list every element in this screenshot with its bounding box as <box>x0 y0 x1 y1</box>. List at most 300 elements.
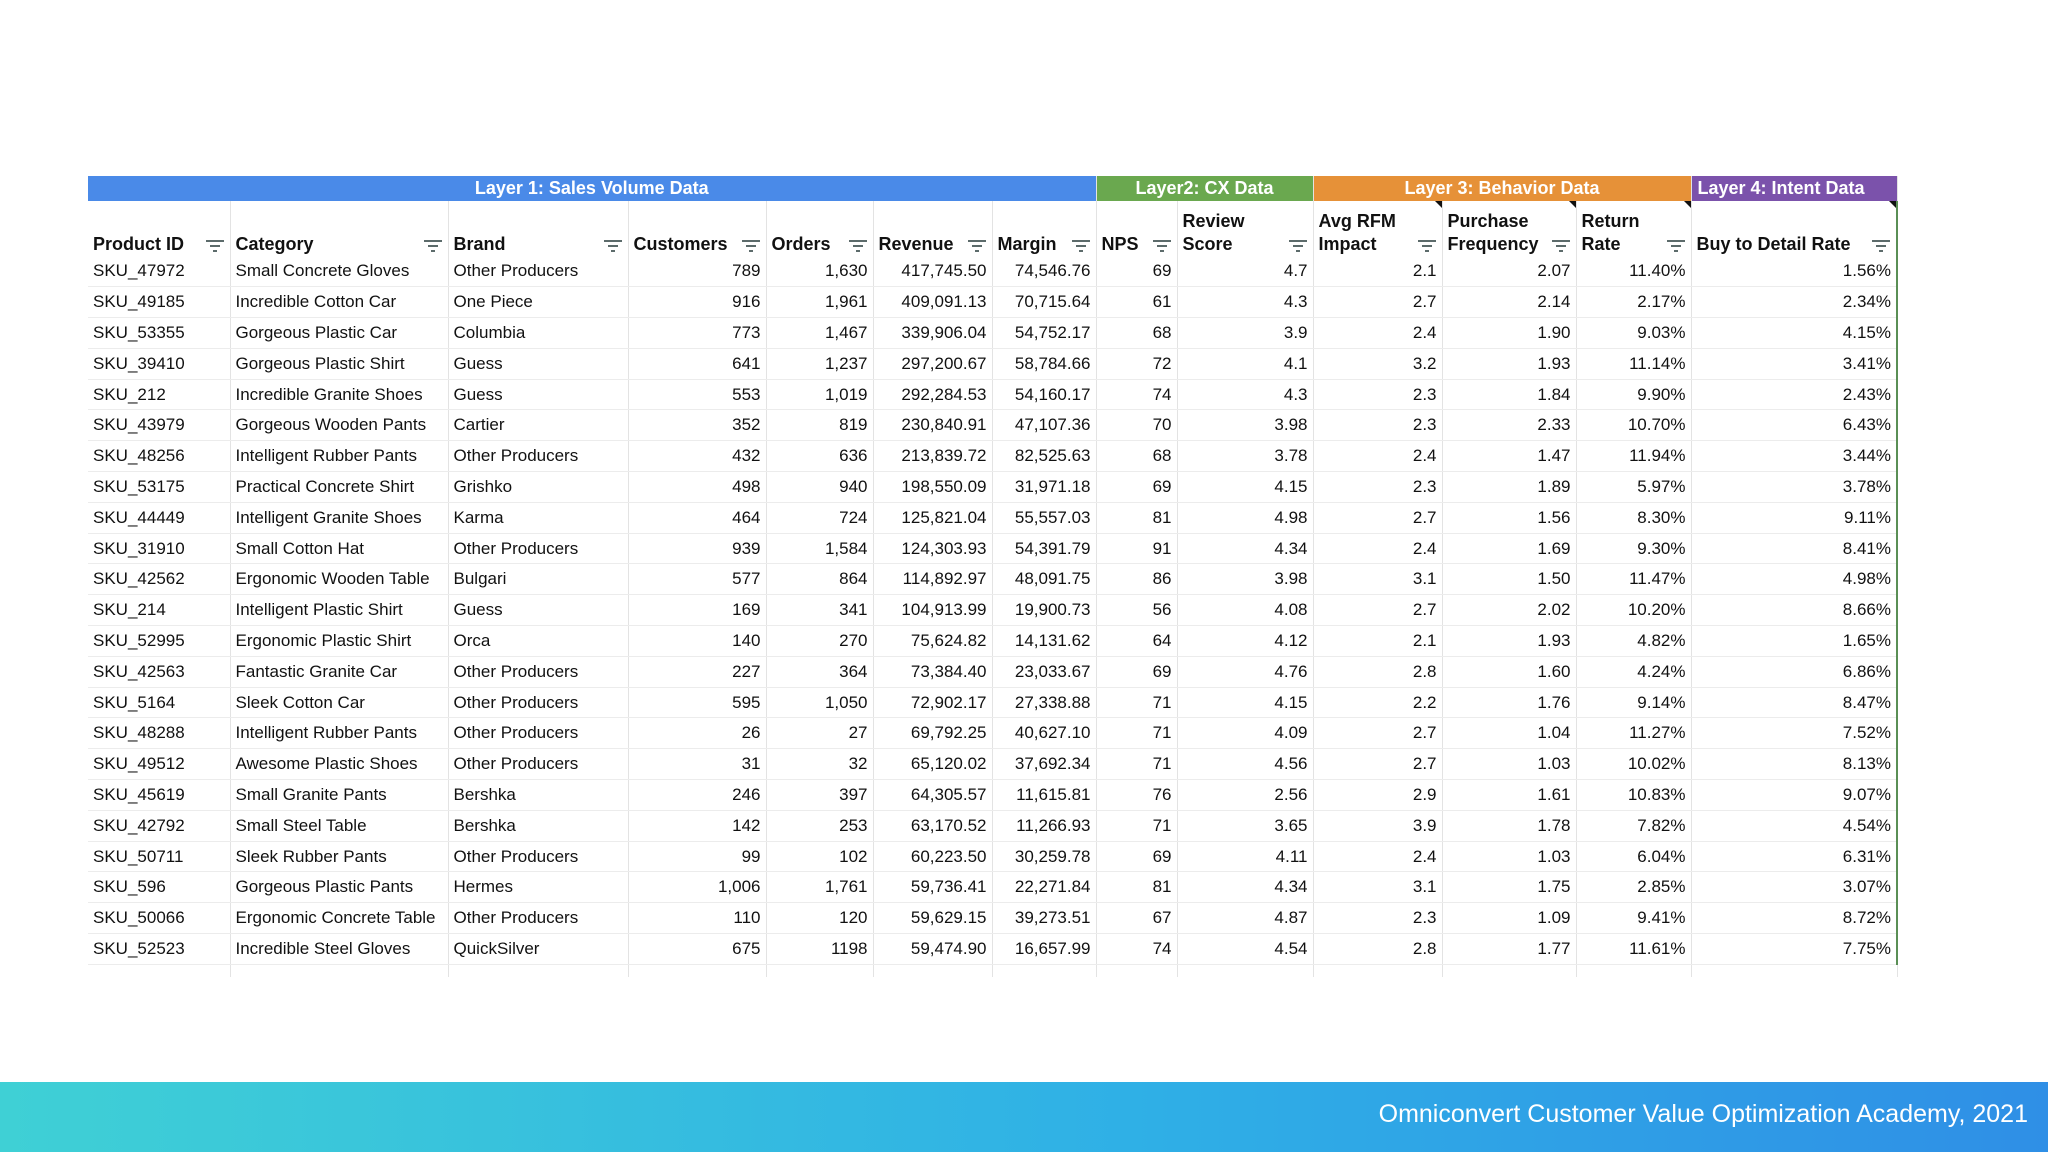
cell-nps[interactable]: 69 <box>1096 256 1177 287</box>
cell-purchase-frequency[interactable]: 1.75 <box>1442 872 1576 903</box>
cell-purchase-frequency[interactable]: 1.93 <box>1442 626 1576 657</box>
cell-product-id[interactable]: SKU_52995 <box>88 626 230 657</box>
empty-cell[interactable] <box>873 964 992 977</box>
cell-avg-rfm-impact[interactable]: 2.3 <box>1313 903 1442 934</box>
empty-cell[interactable] <box>1096 964 1177 977</box>
cell-avg-rfm-impact[interactable]: 2.8 <box>1313 656 1442 687</box>
cell-category[interactable]: Ergonomic Wooden Table <box>230 564 448 595</box>
cell-return-rate[interactable]: 10.70% <box>1576 410 1691 441</box>
cell-nps[interactable]: 71 <box>1096 718 1177 749</box>
cell-customers[interactable]: 939 <box>628 533 766 564</box>
cell-margin[interactable]: 16,657.99 <box>992 934 1096 965</box>
cell-avg-rfm-impact[interactable]: 2.4 <box>1313 441 1442 472</box>
cell-return-rate[interactable]: 4.82% <box>1576 626 1691 657</box>
cell-nps[interactable]: 71 <box>1096 810 1177 841</box>
cell-return-rate[interactable]: 10.20% <box>1576 595 1691 626</box>
cell-review-score[interactable]: 4.1 <box>1177 348 1313 379</box>
cell-customers[interactable]: 464 <box>628 502 766 533</box>
cell-return-rate[interactable]: 5.97% <box>1576 472 1691 503</box>
cell-brand[interactable]: Bulgari <box>448 564 628 595</box>
cell-margin[interactable]: 11,266.93 <box>992 810 1096 841</box>
column-header-nps[interactable] <box>1096 201 1177 256</box>
cell-purchase-frequency[interactable]: 1.89 <box>1442 472 1576 503</box>
cell-category[interactable]: Small Steel Table <box>230 810 448 841</box>
cell-category[interactable]: Gorgeous Wooden Pants <box>230 410 448 441</box>
cell-category[interactable]: Intelligent Rubber Pants <box>230 718 448 749</box>
cell-purchase-frequency[interactable]: 1.04 <box>1442 718 1576 749</box>
cell-product-id[interactable]: SKU_5164 <box>88 687 230 718</box>
cell-product-id[interactable]: SKU_42562 <box>88 564 230 595</box>
column-header-return-rate[interactable] <box>1576 201 1691 256</box>
cell-orders[interactable]: 1,630 <box>766 256 873 287</box>
cell-margin[interactable]: 54,752.17 <box>992 318 1096 349</box>
cell-revenue[interactable]: 417,745.50 <box>873 256 992 287</box>
filter-icon[interactable] <box>1153 236 1171 250</box>
cell-nps[interactable]: 67 <box>1096 903 1177 934</box>
cell-nps[interactable]: 86 <box>1096 564 1177 595</box>
empty-cell[interactable] <box>448 964 628 977</box>
cell-customers[interactable]: 641 <box>628 348 766 379</box>
cell-brand[interactable]: Guess <box>448 379 628 410</box>
cell-return-rate[interactable]: 11.40% <box>1576 256 1691 287</box>
filter-icon[interactable] <box>1289 236 1307 250</box>
cell-avg-rfm-impact[interactable]: 3.1 <box>1313 872 1442 903</box>
cell-review-score[interactable]: 4.3 <box>1177 287 1313 318</box>
cell-buy-to-detail-rate[interactable]: 3.41% <box>1691 348 1897 379</box>
cell-avg-rfm-impact[interactable]: 2.3 <box>1313 379 1442 410</box>
cell-orders[interactable]: 1,019 <box>766 379 873 410</box>
cell-product-id[interactable]: SKU_42563 <box>88 656 230 687</box>
cell-buy-to-detail-rate[interactable]: 7.75% <box>1691 934 1897 965</box>
cell-category[interactable]: Small Concrete Gloves <box>230 256 448 287</box>
cell-purchase-frequency[interactable]: 1.47 <box>1442 441 1576 472</box>
cell-purchase-frequency[interactable]: 1.61 <box>1442 780 1576 811</box>
cell-buy-to-detail-rate[interactable]: 3.78% <box>1691 472 1897 503</box>
cell-revenue[interactable]: 297,200.67 <box>873 348 992 379</box>
cell-customers[interactable]: 432 <box>628 441 766 472</box>
cell-product-id[interactable]: SKU_43979 <box>88 410 230 441</box>
cell-review-score[interactable]: 3.9 <box>1177 318 1313 349</box>
cell-return-rate[interactable]: 11.61% <box>1576 934 1691 965</box>
cell-buy-to-detail-rate[interactable]: 7.52% <box>1691 718 1897 749</box>
cell-brand[interactable]: QuickSilver <box>448 934 628 965</box>
cell-avg-rfm-impact[interactable]: 2.7 <box>1313 287 1442 318</box>
cell-revenue[interactable]: 213,839.72 <box>873 441 992 472</box>
cell-review-score[interactable]: 3.98 <box>1177 410 1313 441</box>
cell-nps[interactable]: 68 <box>1096 318 1177 349</box>
cell-avg-rfm-impact[interactable]: 3.2 <box>1313 348 1442 379</box>
cell-brand[interactable]: Bershka <box>448 780 628 811</box>
cell-buy-to-detail-rate[interactable]: 3.07% <box>1691 872 1897 903</box>
cell-buy-to-detail-rate[interactable]: 9.07% <box>1691 780 1897 811</box>
cell-purchase-frequency[interactable]: 2.02 <box>1442 595 1576 626</box>
cell-nps[interactable]: 81 <box>1096 872 1177 903</box>
filter-icon[interactable] <box>1872 236 1890 250</box>
cell-customers[interactable]: 916 <box>628 287 766 318</box>
cell-return-rate[interactable]: 7.82% <box>1576 810 1691 841</box>
cell-review-score[interactable]: 4.34 <box>1177 533 1313 564</box>
cell-product-id[interactable]: SKU_45619 <box>88 780 230 811</box>
cell-review-score[interactable]: 4.3 <box>1177 379 1313 410</box>
empty-cell[interactable] <box>1442 964 1576 977</box>
column-header-revenue[interactable] <box>873 201 992 256</box>
cell-product-id[interactable]: SKU_47972 <box>88 256 230 287</box>
cell-avg-rfm-impact[interactable]: 2.4 <box>1313 533 1442 564</box>
cell-nps[interactable]: 76 <box>1096 780 1177 811</box>
cell-orders[interactable]: 364 <box>766 656 873 687</box>
cell-revenue[interactable]: 124,303.93 <box>873 533 992 564</box>
cell-avg-rfm-impact[interactable]: 2.7 <box>1313 595 1442 626</box>
cell-brand[interactable]: Other Producers <box>448 533 628 564</box>
cell-customers[interactable]: 498 <box>628 472 766 503</box>
cell-category[interactable]: Awesome Plastic Shoes <box>230 749 448 780</box>
cell-buy-to-detail-rate[interactable]: 6.43% <box>1691 410 1897 441</box>
cell-buy-to-detail-rate[interactable]: 4.54% <box>1691 810 1897 841</box>
cell-return-rate[interactable]: 11.14% <box>1576 348 1691 379</box>
cell-margin[interactable]: 19,900.73 <box>992 595 1096 626</box>
column-header-orders[interactable] <box>766 201 873 256</box>
cell-revenue[interactable]: 64,305.57 <box>873 780 992 811</box>
cell-nps[interactable]: 69 <box>1096 656 1177 687</box>
cell-review-score[interactable]: 3.65 <box>1177 810 1313 841</box>
column-header-product-id[interactable] <box>88 201 230 256</box>
cell-customers[interactable]: 789 <box>628 256 766 287</box>
cell-customers[interactable]: 110 <box>628 903 766 934</box>
cell-brand[interactable]: Grishko <box>448 472 628 503</box>
cell-category[interactable]: Incredible Cotton Car <box>230 287 448 318</box>
cell-return-rate[interactable]: 9.30% <box>1576 533 1691 564</box>
column-header-brand[interactable] <box>448 201 628 256</box>
cell-orders[interactable]: 253 <box>766 810 873 841</box>
cell-orders[interactable]: 1,584 <box>766 533 873 564</box>
cell-revenue[interactable]: 125,821.04 <box>873 502 992 533</box>
empty-cell[interactable] <box>1691 964 1897 977</box>
cell-avg-rfm-impact[interactable]: 3.1 <box>1313 564 1442 595</box>
cell-product-id[interactable]: SKU_42792 <box>88 810 230 841</box>
cell-return-rate[interactable]: 10.83% <box>1576 780 1691 811</box>
cell-purchase-frequency[interactable]: 1.76 <box>1442 687 1576 718</box>
cell-revenue[interactable]: 409,091.13 <box>873 287 992 318</box>
cell-buy-to-detail-rate[interactable]: 4.15% <box>1691 318 1897 349</box>
cell-buy-to-detail-rate[interactable]: 1.65% <box>1691 626 1897 657</box>
cell-category[interactable]: Small Granite Pants <box>230 780 448 811</box>
cell-orders[interactable]: 120 <box>766 903 873 934</box>
cell-review-score[interactable]: 4.98 <box>1177 502 1313 533</box>
cell-margin[interactable]: 31,971.18 <box>992 472 1096 503</box>
cell-category[interactable]: Intelligent Plastic Shirt <box>230 595 448 626</box>
cell-avg-rfm-impact[interactable]: 2.2 <box>1313 687 1442 718</box>
cell-revenue[interactable]: 104,913.99 <box>873 595 992 626</box>
cell-revenue[interactable]: 69,792.25 <box>873 718 992 749</box>
cell-avg-rfm-impact[interactable]: 2.8 <box>1313 934 1442 965</box>
cell-brand[interactable]: Other Producers <box>448 841 628 872</box>
column-header-margin[interactable] <box>992 201 1096 256</box>
cell-buy-to-detail-rate[interactable]: 8.41% <box>1691 533 1897 564</box>
cell-brand[interactable]: Guess <box>448 348 628 379</box>
note-indicator[interactable] <box>1569 201 1576 208</box>
cell-orders[interactable]: 1,237 <box>766 348 873 379</box>
column-header-purchase-frequency[interactable] <box>1442 201 1576 256</box>
cell-category[interactable]: Sleek Cotton Car <box>230 687 448 718</box>
cell-revenue[interactable]: 198,550.09 <box>873 472 992 503</box>
cell-purchase-frequency[interactable]: 1.93 <box>1442 348 1576 379</box>
cell-margin[interactable]: 11,615.81 <box>992 780 1096 811</box>
cell-margin[interactable]: 82,525.63 <box>992 441 1096 472</box>
cell-margin[interactable]: 14,131.62 <box>992 626 1096 657</box>
cell-avg-rfm-impact[interactable]: 2.4 <box>1313 841 1442 872</box>
cell-orders[interactable]: 270 <box>766 626 873 657</box>
cell-product-id[interactable]: SKU_39410 <box>88 348 230 379</box>
cell-review-score[interactable]: 4.87 <box>1177 903 1313 934</box>
cell-customers[interactable]: 553 <box>628 379 766 410</box>
cell-product-id[interactable]: SKU_53355 <box>88 318 230 349</box>
cell-return-rate[interactable]: 8.30% <box>1576 502 1691 533</box>
cell-review-score[interactable]: 4.11 <box>1177 841 1313 872</box>
cell-return-rate[interactable]: 9.03% <box>1576 318 1691 349</box>
cell-product-id[interactable]: SKU_31910 <box>88 533 230 564</box>
cell-review-score[interactable]: 4.76 <box>1177 656 1313 687</box>
column-header-customers[interactable] <box>628 201 766 256</box>
cell-margin[interactable]: 37,692.34 <box>992 749 1096 780</box>
cell-nps[interactable]: 91 <box>1096 533 1177 564</box>
cell-brand[interactable]: Other Producers <box>448 749 628 780</box>
cell-review-score[interactable]: 4.7 <box>1177 256 1313 287</box>
cell-orders[interactable]: 32 <box>766 749 873 780</box>
cell-category[interactable]: Small Cotton Hat <box>230 533 448 564</box>
cell-avg-rfm-impact[interactable]: 3.9 <box>1313 810 1442 841</box>
column-header-buy-to-detail-rate[interactable] <box>1691 201 1897 256</box>
cell-revenue[interactable]: 63,170.52 <box>873 810 992 841</box>
cell-review-score[interactable]: 3.78 <box>1177 441 1313 472</box>
cell-purchase-frequency[interactable]: 1.84 <box>1442 379 1576 410</box>
empty-cell[interactable] <box>628 964 766 977</box>
cell-orders[interactable]: 636 <box>766 441 873 472</box>
cell-avg-rfm-impact[interactable]: 2.7 <box>1313 502 1442 533</box>
empty-cell[interactable] <box>88 964 230 977</box>
cell-avg-rfm-impact[interactable]: 2.3 <box>1313 410 1442 441</box>
cell-avg-rfm-impact[interactable]: 2.7 <box>1313 749 1442 780</box>
cell-product-id[interactable]: SKU_214 <box>88 595 230 626</box>
cell-revenue[interactable]: 59,474.90 <box>873 934 992 965</box>
cell-revenue[interactable]: 59,736.41 <box>873 872 992 903</box>
cell-brand[interactable]: Columbia <box>448 318 628 349</box>
cell-review-score[interactable]: 4.34 <box>1177 872 1313 903</box>
cell-orders[interactable]: 724 <box>766 502 873 533</box>
cell-orders[interactable]: 819 <box>766 410 873 441</box>
cell-customers[interactable]: 169 <box>628 595 766 626</box>
cell-margin[interactable]: 47,107.36 <box>992 410 1096 441</box>
cell-avg-rfm-impact[interactable]: 2.4 <box>1313 318 1442 349</box>
cell-return-rate[interactable]: 4.24% <box>1576 656 1691 687</box>
cell-review-score[interactable]: 4.56 <box>1177 749 1313 780</box>
cell-category[interactable]: Incredible Steel Gloves <box>230 934 448 965</box>
cell-orders[interactable]: 1,761 <box>766 872 873 903</box>
cell-customers[interactable]: 595 <box>628 687 766 718</box>
cell-customers[interactable]: 99 <box>628 841 766 872</box>
cell-orders[interactable]: 102 <box>766 841 873 872</box>
cell-orders[interactable]: 940 <box>766 472 873 503</box>
cell-margin[interactable]: 39,273.51 <box>992 903 1096 934</box>
cell-brand[interactable]: Other Producers <box>448 441 628 472</box>
cell-orders[interactable]: 864 <box>766 564 873 595</box>
cell-customers[interactable]: 26 <box>628 718 766 749</box>
cell-revenue[interactable]: 60,223.50 <box>873 841 992 872</box>
cell-review-score[interactable]: 4.12 <box>1177 626 1313 657</box>
cell-product-id[interactable]: SKU_52523 <box>88 934 230 965</box>
cell-customers[interactable]: 773 <box>628 318 766 349</box>
cell-customers[interactable]: 675 <box>628 934 766 965</box>
cell-revenue[interactable]: 114,892.97 <box>873 564 992 595</box>
cell-margin[interactable]: 55,557.03 <box>992 502 1096 533</box>
cell-buy-to-detail-rate[interactable]: 3.44% <box>1691 441 1897 472</box>
filter-icon[interactable] <box>968 236 986 250</box>
filter-icon[interactable] <box>604 236 622 250</box>
cell-purchase-frequency[interactable]: 1.03 <box>1442 841 1576 872</box>
cell-orders[interactable]: 397 <box>766 780 873 811</box>
cell-return-rate[interactable]: 9.41% <box>1576 903 1691 934</box>
filter-icon[interactable] <box>206 236 224 250</box>
cell-nps[interactable]: 56 <box>1096 595 1177 626</box>
cell-revenue[interactable]: 65,120.02 <box>873 749 992 780</box>
cell-purchase-frequency[interactable]: 2.14 <box>1442 287 1576 318</box>
cell-nps[interactable]: 70 <box>1096 410 1177 441</box>
cell-buy-to-detail-rate[interactable]: 6.31% <box>1691 841 1897 872</box>
cell-revenue[interactable]: 59,629.15 <box>873 903 992 934</box>
filter-icon[interactable] <box>1667 236 1685 250</box>
cell-purchase-frequency[interactable]: 1.03 <box>1442 749 1576 780</box>
cell-revenue[interactable]: 292,284.53 <box>873 379 992 410</box>
cell-orders[interactable]: 1198 <box>766 934 873 965</box>
empty-cell[interactable] <box>230 964 448 977</box>
cell-orders[interactable]: 27 <box>766 718 873 749</box>
cell-category[interactable]: Fantastic Granite Car <box>230 656 448 687</box>
cell-category[interactable]: Incredible Granite Shoes <box>230 379 448 410</box>
cell-category[interactable]: Gorgeous Plastic Car <box>230 318 448 349</box>
empty-cell[interactable] <box>1576 964 1691 977</box>
column-header-avg-rfm-impact[interactable] <box>1313 201 1442 256</box>
cell-nps[interactable]: 81 <box>1096 502 1177 533</box>
cell-purchase-frequency[interactable]: 1.90 <box>1442 318 1576 349</box>
note-indicator[interactable] <box>1435 201 1442 208</box>
cell-return-rate[interactable]: 6.04% <box>1576 841 1691 872</box>
cell-revenue[interactable]: 72,902.17 <box>873 687 992 718</box>
cell-margin[interactable]: 58,784.66 <box>992 348 1096 379</box>
cell-brand[interactable]: Cartier <box>448 410 628 441</box>
cell-orders[interactable]: 1,050 <box>766 687 873 718</box>
filter-icon[interactable] <box>1072 236 1090 250</box>
cell-buy-to-detail-rate[interactable]: 1.56% <box>1691 256 1897 287</box>
cell-brand[interactable]: Other Producers <box>448 903 628 934</box>
cell-margin[interactable]: 22,271.84 <box>992 872 1096 903</box>
cell-brand[interactable]: Hermes <box>448 872 628 903</box>
cell-purchase-frequency[interactable]: 1.09 <box>1442 903 1576 934</box>
cell-review-score[interactable]: 3.98 <box>1177 564 1313 595</box>
cell-brand[interactable]: Orca <box>448 626 628 657</box>
cell-return-rate[interactable]: 2.17% <box>1576 287 1691 318</box>
cell-review-score[interactable]: 4.15 <box>1177 472 1313 503</box>
filter-icon[interactable] <box>849 236 867 250</box>
empty-cell[interactable] <box>766 964 873 977</box>
cell-orders[interactable]: 1,961 <box>766 287 873 318</box>
cell-product-id[interactable]: SKU_44449 <box>88 502 230 533</box>
cell-review-score[interactable]: 2.56 <box>1177 780 1313 811</box>
cell-category[interactable]: Practical Concrete Shirt <box>230 472 448 503</box>
cell-nps[interactable]: 72 <box>1096 348 1177 379</box>
cell-brand[interactable]: One Piece <box>448 287 628 318</box>
cell-nps[interactable]: 68 <box>1096 441 1177 472</box>
cell-product-id[interactable]: SKU_50066 <box>88 903 230 934</box>
cell-buy-to-detail-rate[interactable]: 6.86% <box>1691 656 1897 687</box>
column-header-category[interactable] <box>230 201 448 256</box>
cell-customers[interactable]: 227 <box>628 656 766 687</box>
cell-margin[interactable]: 23,033.67 <box>992 656 1096 687</box>
cell-customers[interactable]: 246 <box>628 780 766 811</box>
cell-return-rate[interactable]: 11.47% <box>1576 564 1691 595</box>
cell-brand[interactable]: Other Producers <box>448 256 628 287</box>
filter-icon[interactable] <box>424 236 442 250</box>
cell-nps[interactable]: 74 <box>1096 934 1177 965</box>
note-indicator[interactable] <box>1889 201 1896 208</box>
filter-icon[interactable] <box>1418 236 1436 250</box>
cell-avg-rfm-impact[interactable]: 2.3 <box>1313 472 1442 503</box>
cell-purchase-frequency[interactable]: 2.33 <box>1442 410 1576 441</box>
cell-orders[interactable]: 341 <box>766 595 873 626</box>
cell-buy-to-detail-rate[interactable]: 8.66% <box>1691 595 1897 626</box>
cell-product-id[interactable]: SKU_53175 <box>88 472 230 503</box>
cell-brand[interactable]: Other Producers <box>448 718 628 749</box>
empty-cell[interactable] <box>1177 964 1313 977</box>
cell-category[interactable]: Gorgeous Plastic Shirt <box>230 348 448 379</box>
cell-brand[interactable]: Other Producers <box>448 687 628 718</box>
cell-margin[interactable]: 74,546.76 <box>992 256 1096 287</box>
cell-margin[interactable]: 27,338.88 <box>992 687 1096 718</box>
cell-purchase-frequency[interactable]: 1.60 <box>1442 656 1576 687</box>
cell-purchase-frequency[interactable]: 1.78 <box>1442 810 1576 841</box>
cell-review-score[interactable]: 4.54 <box>1177 934 1313 965</box>
cell-buy-to-detail-rate[interactable]: 8.72% <box>1691 903 1897 934</box>
cell-customers[interactable]: 577 <box>628 564 766 595</box>
cell-brand[interactable]: Other Producers <box>448 656 628 687</box>
cell-purchase-frequency[interactable]: 2.07 <box>1442 256 1576 287</box>
cell-margin[interactable]: 48,091.75 <box>992 564 1096 595</box>
cell-return-rate[interactable]: 9.14% <box>1576 687 1691 718</box>
cell-product-id[interactable]: SKU_212 <box>88 379 230 410</box>
cell-customers[interactable]: 31 <box>628 749 766 780</box>
cell-purchase-frequency[interactable]: 1.69 <box>1442 533 1576 564</box>
cell-buy-to-detail-rate[interactable]: 2.43% <box>1691 379 1897 410</box>
cell-nps[interactable]: 61 <box>1096 287 1177 318</box>
cell-review-score[interactable]: 4.15 <box>1177 687 1313 718</box>
cell-avg-rfm-impact[interactable]: 2.1 <box>1313 256 1442 287</box>
cell-nps[interactable]: 69 <box>1096 472 1177 503</box>
cell-category[interactable]: Gorgeous Plastic Pants <box>230 872 448 903</box>
filter-icon[interactable] <box>1552 236 1570 250</box>
cell-customers[interactable]: 352 <box>628 410 766 441</box>
cell-margin[interactable]: 30,259.78 <box>992 841 1096 872</box>
cell-nps[interactable]: 74 <box>1096 379 1177 410</box>
cell-nps[interactable]: 69 <box>1096 841 1177 872</box>
cell-buy-to-detail-rate[interactable]: 8.47% <box>1691 687 1897 718</box>
cell-purchase-frequency[interactable]: 1.56 <box>1442 502 1576 533</box>
cell-customers[interactable]: 1,006 <box>628 872 766 903</box>
cell-margin[interactable]: 54,391.79 <box>992 533 1096 564</box>
cell-category[interactable]: Ergonomic Concrete Table <box>230 903 448 934</box>
cell-nps[interactable]: 64 <box>1096 626 1177 657</box>
cell-revenue[interactable]: 339,906.04 <box>873 318 992 349</box>
cell-buy-to-detail-rate[interactable]: 2.34% <box>1691 287 1897 318</box>
cell-category[interactable]: Intelligent Rubber Pants <box>230 441 448 472</box>
cell-avg-rfm-impact[interactable]: 2.9 <box>1313 780 1442 811</box>
